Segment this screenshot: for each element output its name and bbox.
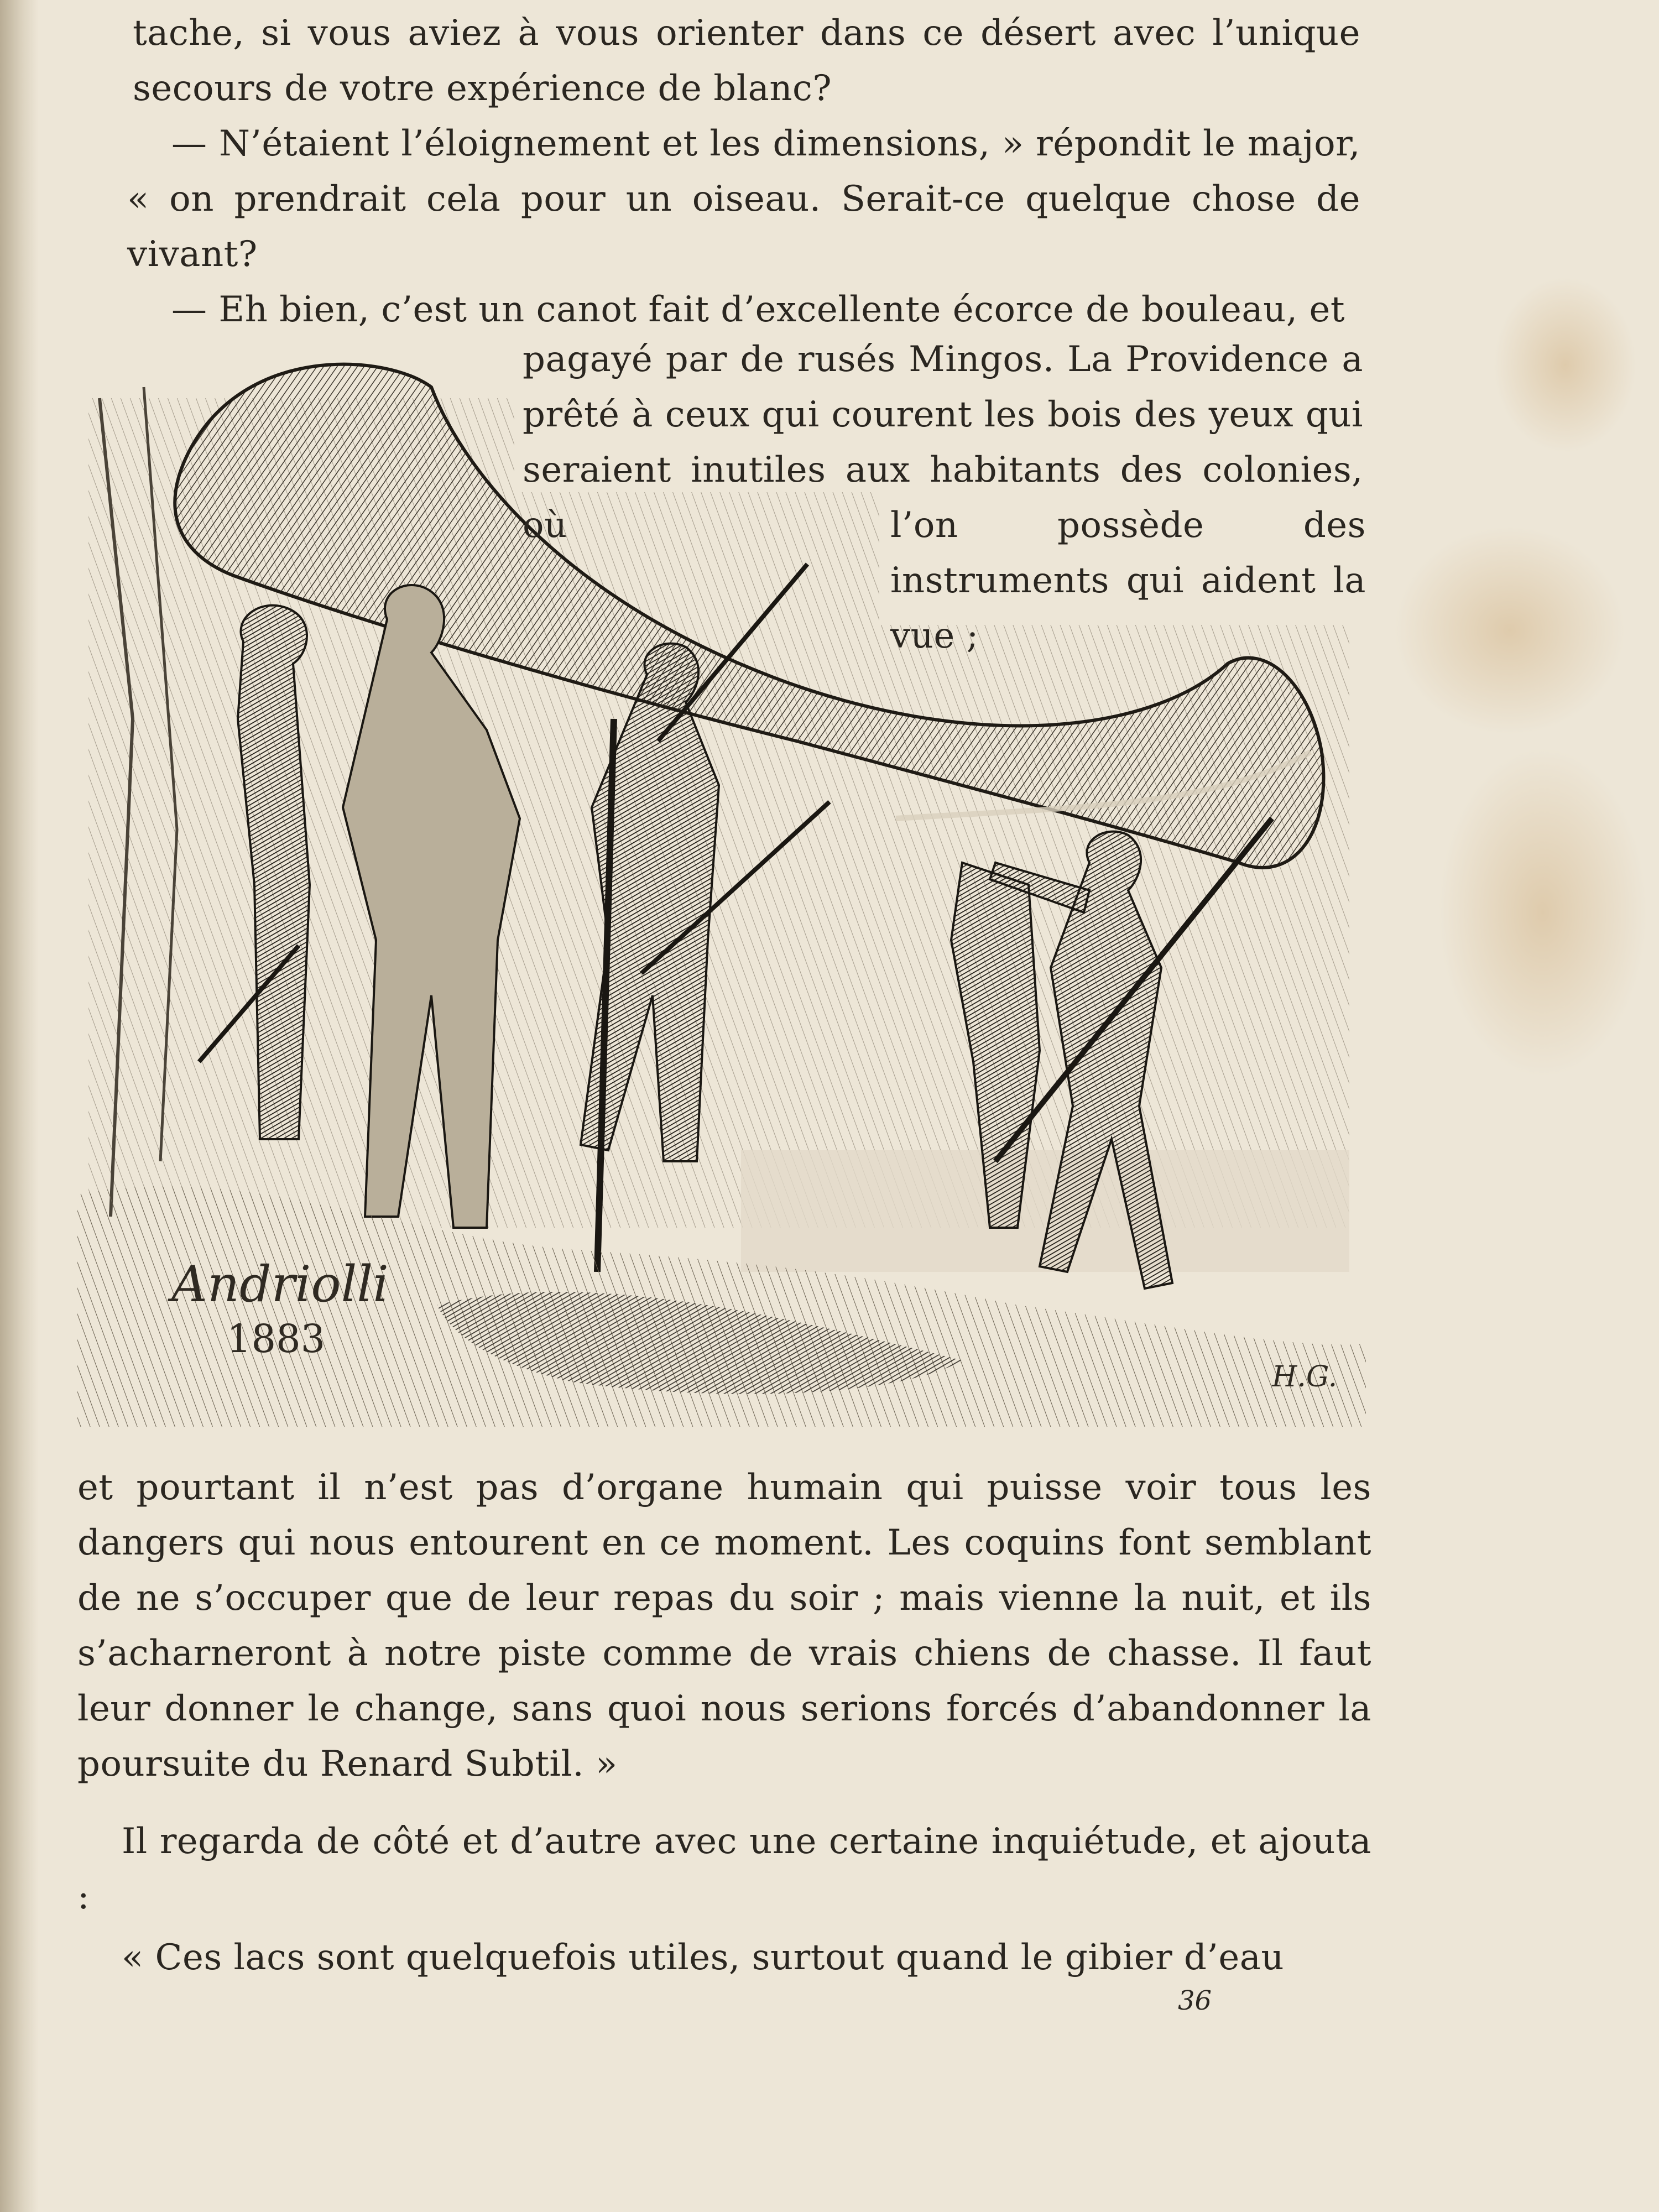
- paper-stain: [1493, 276, 1637, 453]
- paragraph: Il regarda de côté et d’autre avec une certaine inquiétude, et ajouta :: [77, 1821, 1371, 1917]
- page-number: 36: [1178, 1985, 1212, 2016]
- paper-stain: [1438, 747, 1648, 1078]
- engraver-mark: H.G.: [1272, 1360, 1338, 1394]
- artist-signature-year: 1883: [227, 1316, 326, 1361]
- paragraph: — Eh bien, c’est un canot fait d’excellente écorce de bouleau, et: [171, 289, 1345, 330]
- artist-signature: Andriolli: [171, 1255, 389, 1313]
- paragraph: et pourtant il n’est pas d’organe humain qui puisse voir tous les dangers qui nous entourent en ce moment. Les coquins font semblant de ne s’occuper que de leur repas du soir ; mais vienne la nuit, et ils s’acharneront à notre piste comme de vrais chiens de chasse. Il faut leur donner le change, sans quoi nous serions forcés d’abandonner la poursuite du Renard Subtil. »: [77, 1467, 1371, 1785]
- page-gutter-shadow: [0, 0, 39, 2212]
- paper-stain: [1394, 525, 1626, 735]
- paragraph: « Ces lacs sont quelquefois utiles, surtout quand le gibier d’eau: [122, 1937, 1285, 1978]
- paragraph-wrap: l’on possède des instruments qui aident la vue ;: [890, 505, 1366, 656]
- paragraph: — N’étaient l’éloignement et les dimensions, » répondit le major, « on prendrait cela pour un oiseau. Serait-ce quelque chose de vivant?: [127, 123, 1360, 275]
- paragraph: tache, si vous aviez à vous orienter dans ce désert avec l’unique secours de votre expérience de blanc?: [133, 13, 1360, 109]
- paragraph-wrap: pagayé par de rusés Mingos. La Providence a prêté à ceux qui courent les bois des yeux qui seraient inutiles aux habitants des colonies, où: [523, 339, 1363, 546]
